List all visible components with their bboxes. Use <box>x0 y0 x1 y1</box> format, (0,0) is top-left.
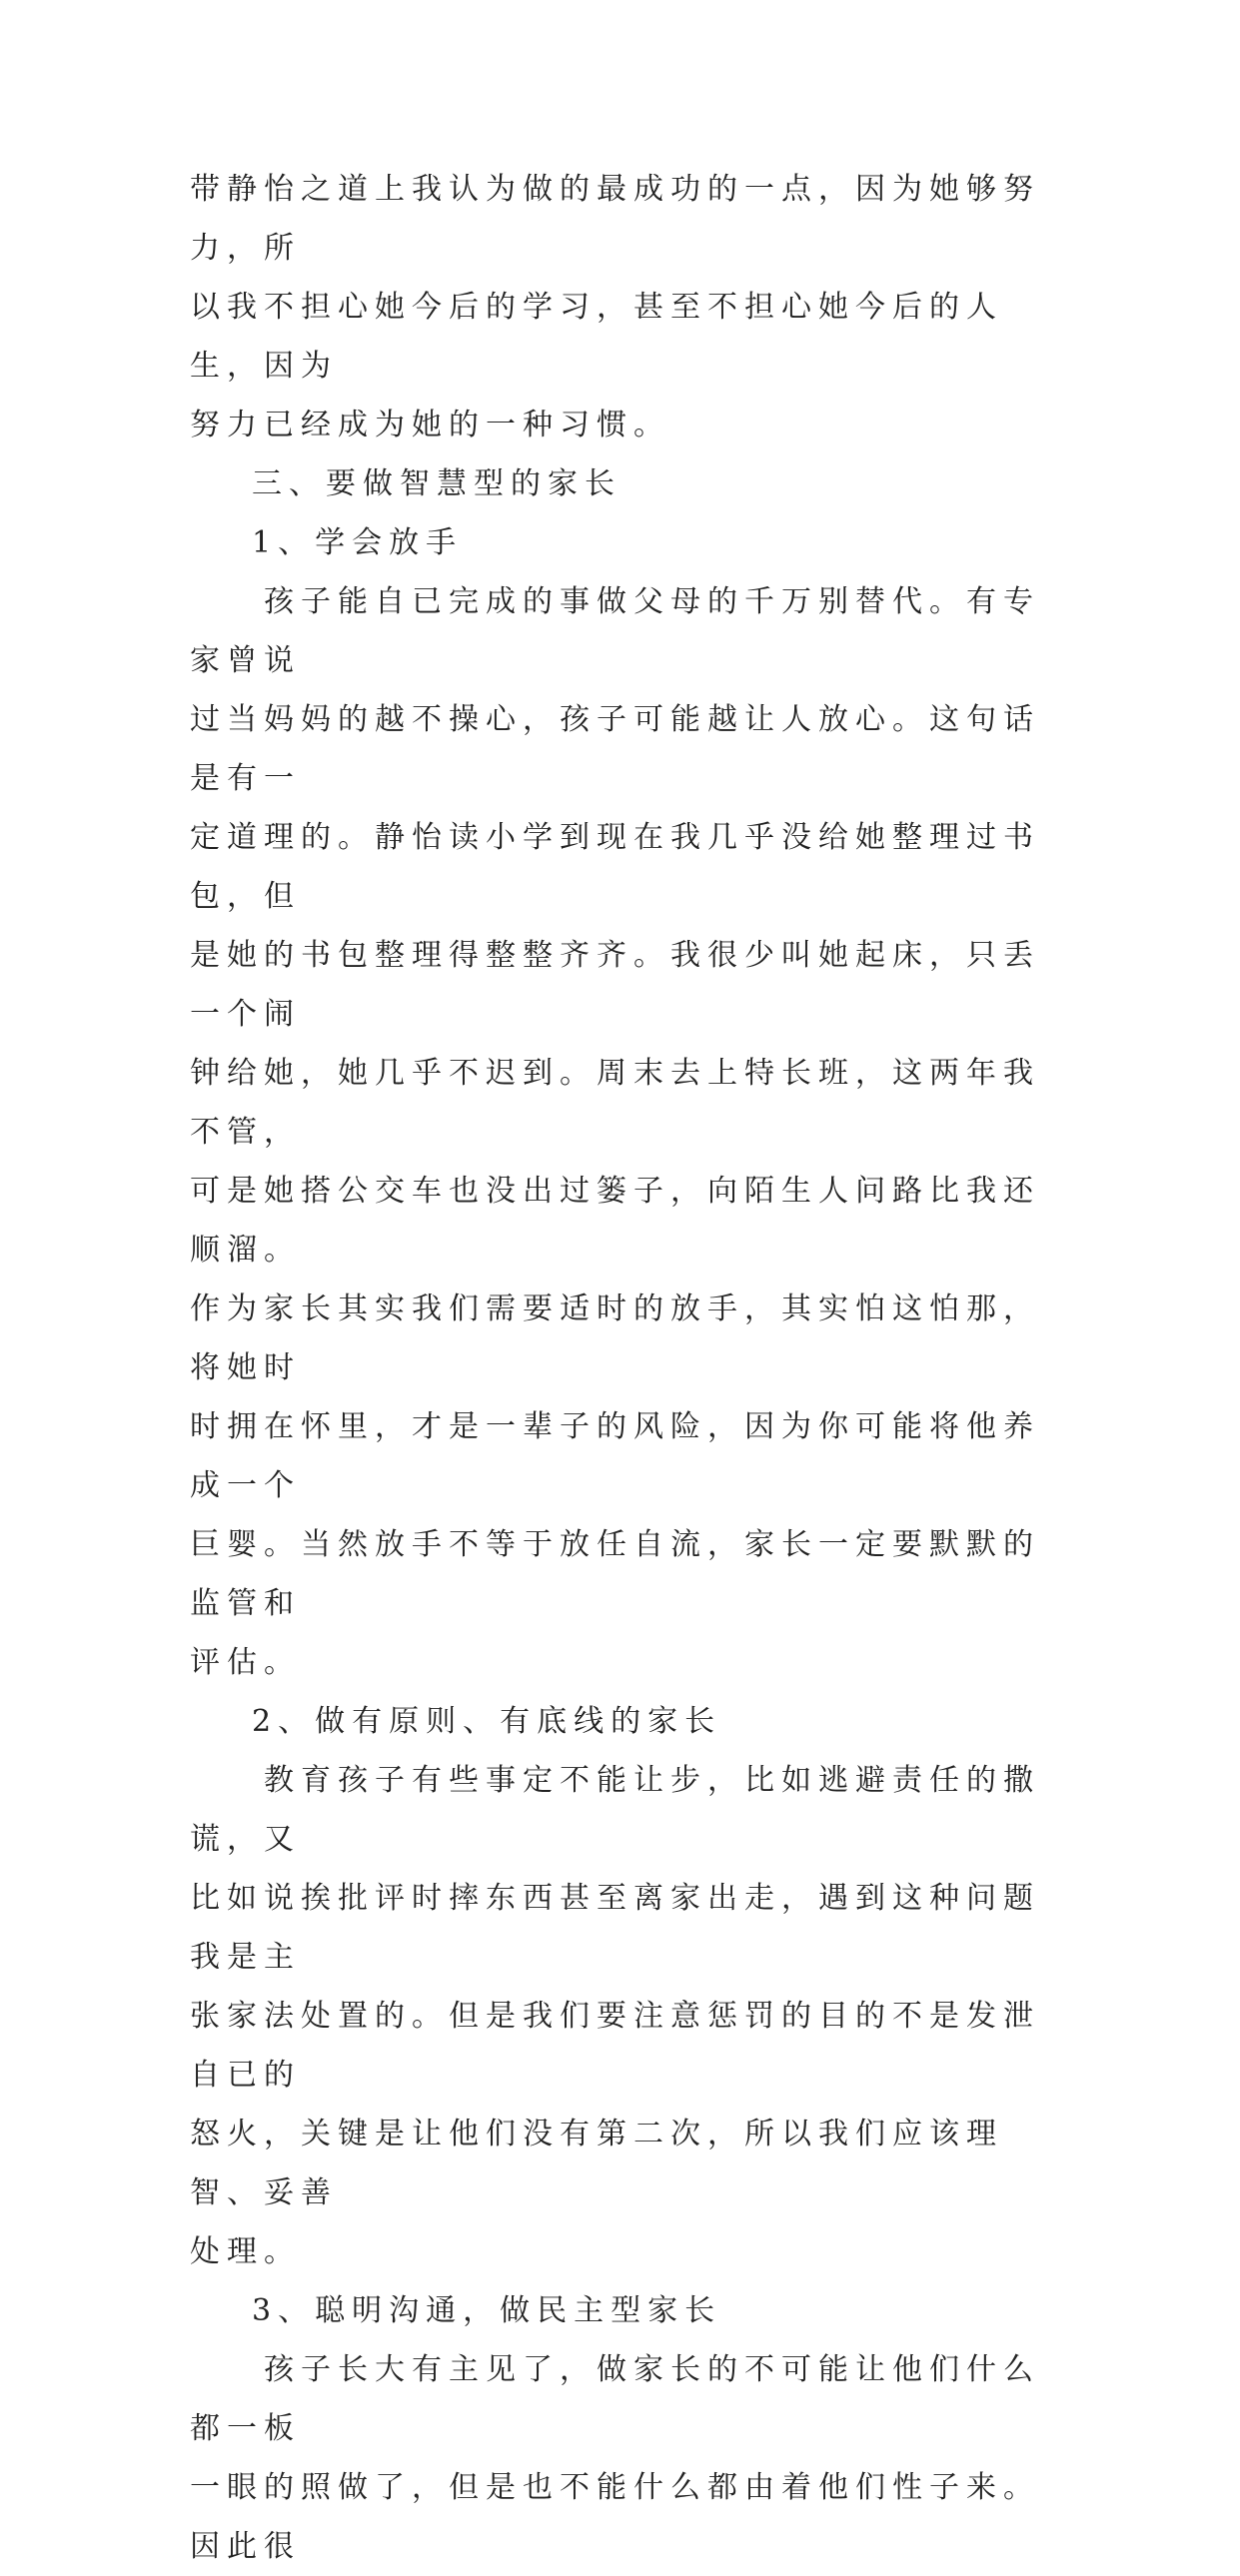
paragraph-principles: 教育孩子有些事定不能让步，比如逃避责任的撒谎，又 比如说挨批评时摔东西甚至离家出走，遇到这种问题我是主 张家法处置的。但是我们要注意惩罚的目的不是发泄自已的 怒火，关键是让他们没有第二次，所以我们应该理智、妥善 处理。 <box>190 1763 1040 2269</box>
subheading-let-go: 1、学会放手 <box>252 525 464 560</box>
document-body <box>190 160 1069 2576</box>
subheading-principles: 2、做有原则、有底线的家长 <box>252 1704 722 1739</box>
paragraph-communication: 孩子长大有主见了，做家长的不可能让他们什么都一板 一眼的照做了，但是也不能什么都由着他们性子来。因此很 <box>190 2352 1040 2564</box>
paragraph-let-go: 孩子能自已完成的事做父母的千万别替代。有专家曾说 过当妈妈的越不操心，孩子可能越让人放心。这句话是有一 定道理的。静怡读小学到现在我几乎没给她整理过书包，但 是她的书包整理得整整齐齐。我很少叫她起床，只丢一个闹 钟给她，她几乎不迟到。周末去上特长班，这两年我不管， 可是她搭公交车也没出过篓子，向陌生人问路比我还顺溜。 作为家长其实我们需要适时的放手，其实怕这怕那，将她时 时拥在怀里，才是一辈子的风险，因为你可能将他养成一个 巨婴。当然放手不等于放任自流，家长一定要默默的监管和 评估。 <box>190 584 1040 1680</box>
section-heading-wise-parent: 三、要做智慧型的家长 <box>252 466 621 501</box>
paragraph-effort: 带静怡之道上我认为做的最成功的一点，因为她够努力，所 以我不担心她今后的学习，甚至不担心她今后的人生，因为 努力已经成为她的一种习惯。 <box>190 172 1040 442</box>
subheading-communication: 3、聪明沟通，做民主型家长 <box>252 2293 722 2328</box>
